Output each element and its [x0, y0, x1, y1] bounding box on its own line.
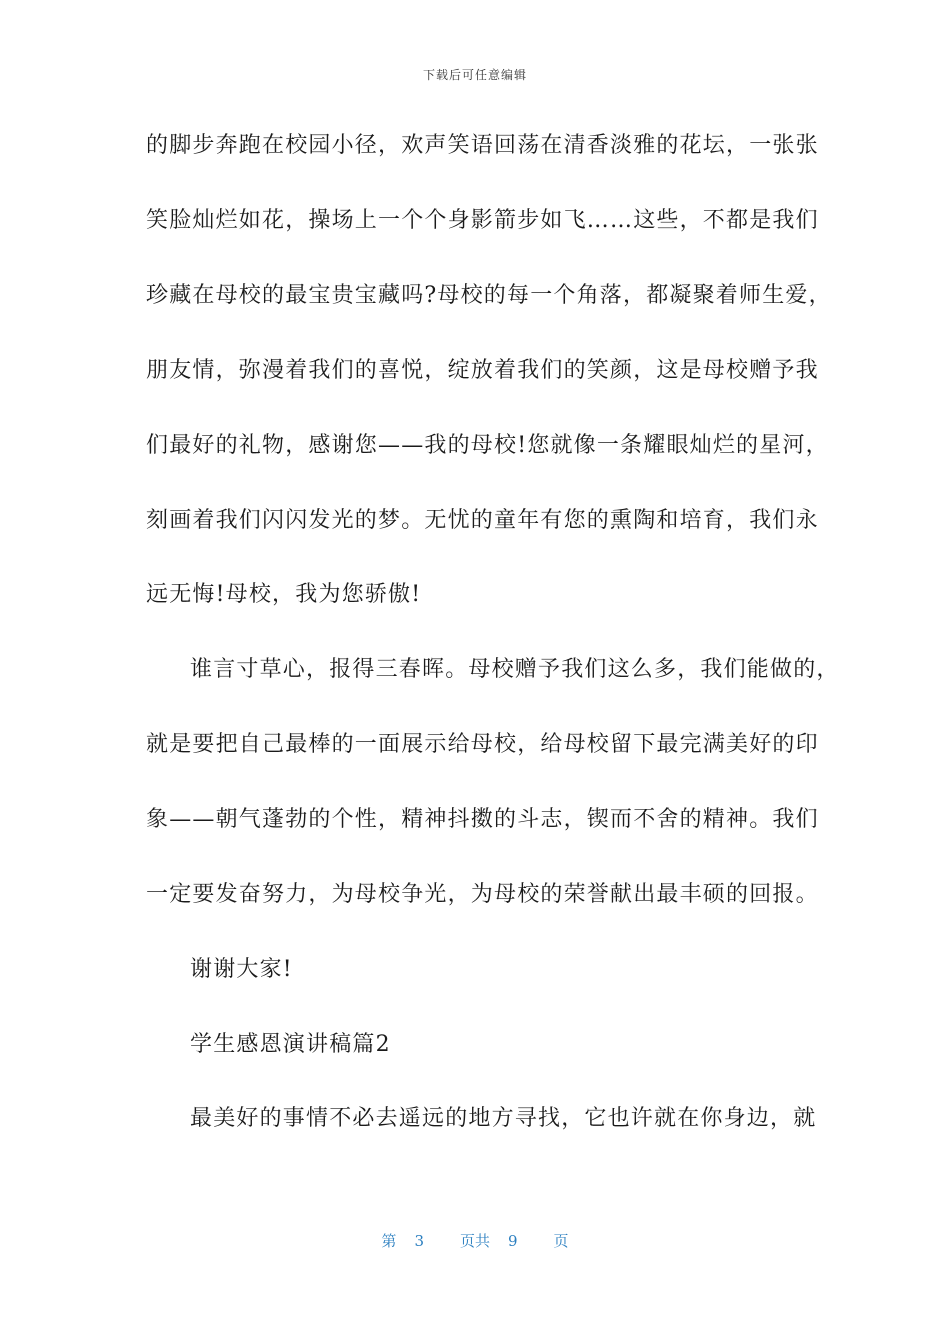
footer-suffix: 页 [553, 1232, 569, 1250]
total-page-number: 9 [508, 1232, 518, 1250]
body-line: 的脚步奔跑在校园小径，欢声笑语回荡在清香淡雅的花坛，一张张 [146, 133, 819, 158]
current-page-number: 3 [414, 1232, 424, 1250]
body-line: 珍藏在母校的最宝贵宝藏吗?母校的每一个角落，都凝聚着师生爱， [146, 283, 832, 308]
paragraph-start-line: 最美好的事情不必去遥远的地方寻找，它也许就在你身边，就 [190, 1106, 817, 1131]
body-line: 们最好的礼物，感谢您——我的母校!您就像一条耀眼灿烂的星河， [146, 433, 829, 458]
body-line: 笑脸灿烂如花，操场上一个个身影箭步如飞……这些，不都是我们 [146, 208, 819, 233]
body-line: 远无悔!母校，我为您骄傲! [146, 582, 422, 607]
page-footer [0, 1230, 950, 1251]
body-line: 朋友情，弥漫着我们的喜悦，绽放着我们的笑颜，这是母校赠予我 [146, 358, 819, 383]
body-line: 刻画着我们闪闪发光的梦。无忧的童年有您的熏陶和培育，我们永 [146, 508, 819, 533]
header-note: 下载后可任意编辑 [422, 68, 527, 82]
footer-prefix: 第 [381, 1232, 397, 1250]
body-line: 一定要发奋努力，为母校争光，为母校的荣誉献出最丰硕的回报。 [146, 882, 819, 907]
body-line: 就是要把自己最棒的一面展示给母校，给母校留下最完满美好的印 [146, 732, 819, 757]
footer-middle: 页共 [459, 1232, 490, 1250]
paragraph-start-line: 谁言寸草心，报得三春晖。母校赠予我们这么多，我们能做的， [190, 657, 840, 682]
body-line: 象——朝气蓬勃的个性，精神抖擞的斗志，锲而不舍的精神。我们 [146, 807, 819, 832]
closing-line: 谢谢大家! [190, 957, 293, 982]
section-title: 学生感恩演讲稿篇2 [190, 1032, 391, 1057]
